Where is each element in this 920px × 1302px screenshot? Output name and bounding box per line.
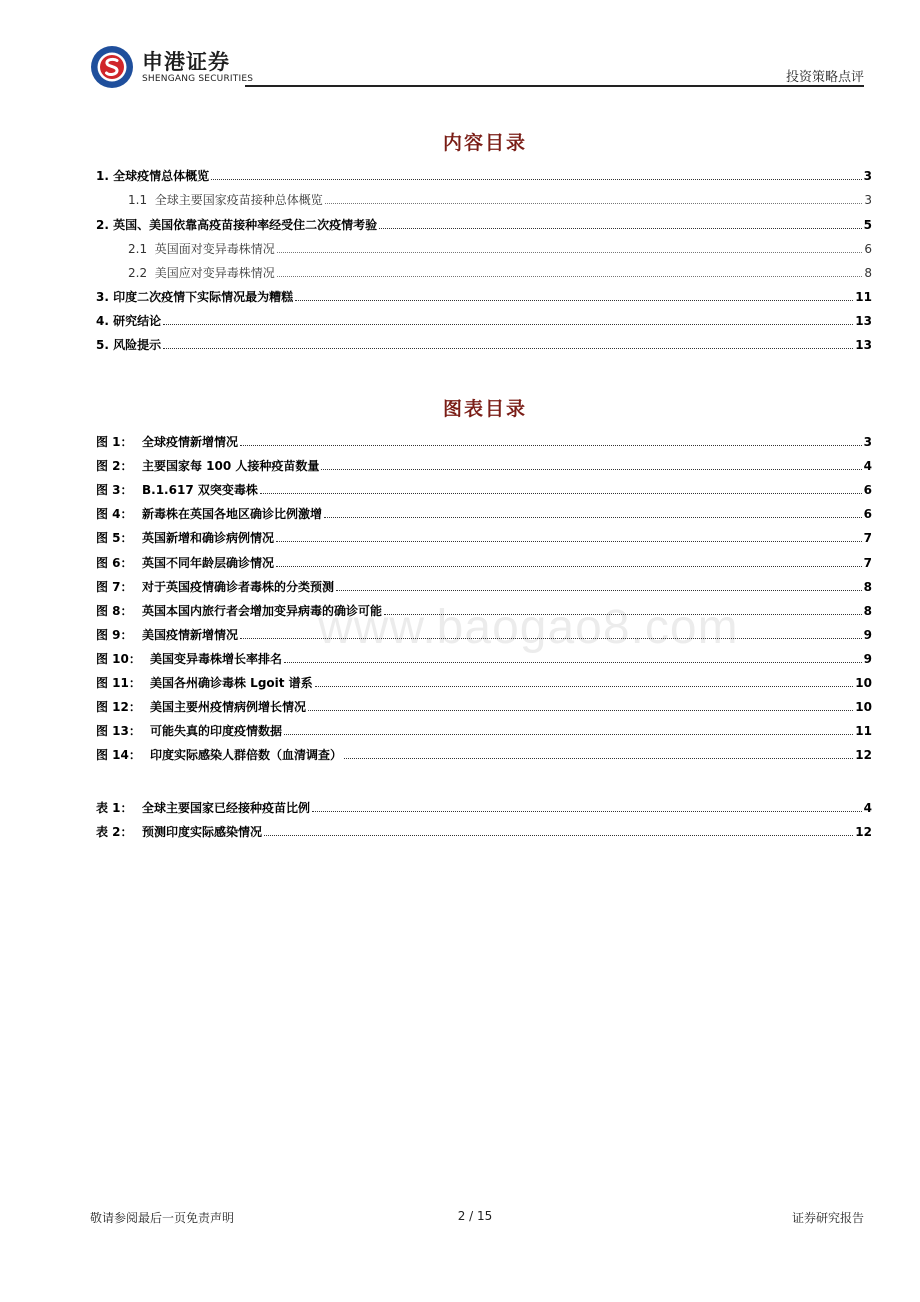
figure-label: 对于英国疫情确诊者毒株的分类预测 [142,580,335,594]
figure-page: 9 [863,652,872,666]
toc-page: 6 [864,242,872,256]
figure-number: 图 13： [96,724,141,738]
leader-dots [379,228,862,229]
toc-entry[interactable] [96,286,872,304]
figure-number: 图 5： [96,531,133,545]
figure-page: 6 [863,507,872,521]
figure-page: 10 [855,676,872,690]
figure-entry[interactable] [96,479,872,497]
toc-label: 美国应对变异毒株情况 [154,266,275,280]
contents-title: 内容目录 [442,132,527,154]
table-number: 表 2： [96,825,133,839]
figure-page: 9 [863,628,872,642]
toc-entry[interactable] [96,214,872,232]
toc-number: 5. [96,338,109,352]
report-type: 投资策略点评 [785,70,864,85]
figure-label: B.1.617 双突变毒株 [142,483,258,497]
toc-number: 2.2 [128,266,148,280]
toc-number: 4. [96,314,109,328]
figure-page: 4 [863,459,872,473]
figure-label: 英国新增和确诊病例情况 [142,531,275,545]
page-number: 2 / 15 [457,1209,493,1223]
leader-dots [344,758,853,759]
figure-page: 12 [855,748,872,762]
figure-entry[interactable] [96,744,872,762]
figure-page: 6 [863,483,872,497]
figure-number: 图 6： [96,556,133,570]
table-label: 全球主要国家已经接种疫苗比例 [142,801,311,815]
figure-entry[interactable] [96,576,872,594]
figure-number: 图 14： [96,748,141,762]
figure-page: 7 [863,531,872,545]
toc-label: 印度二次疫情下实际情况最为糟糕 [113,290,294,304]
figure-entry[interactable] [96,720,872,738]
leader-dots [264,835,853,836]
toc-label: 全球主要国家疫苗接种总体概览 [154,193,323,207]
figure-label: 全球疫情新增情况 [142,435,239,449]
leader-dots [336,590,862,591]
leader-dots [277,276,863,277]
figure-label: 美国各州确诊毒株 Lgoit 谱系 [150,676,313,690]
figures-title: 图表目录 [442,398,527,420]
toc-page: 3 [863,169,872,183]
leader-dots [240,445,862,446]
figure-page: 11 [855,724,872,738]
toc-entry[interactable] [128,262,872,280]
toc-label: 全球疫情总体概览 [113,169,210,183]
figure-label: 美国变异毒株增长率排名 [150,652,283,666]
leader-dots [312,811,862,812]
toc-number: 2. [96,218,109,232]
toc-page: 5 [863,218,872,232]
leader-dots [284,734,853,735]
watermark: www.baogao8.com [318,601,739,654]
figure-entry[interactable] [96,503,872,521]
leader-dots [308,710,853,711]
figure-entry[interactable] [96,552,872,570]
figure-number: 图 10： [96,652,141,666]
toc-label: 研究结论 [113,314,162,328]
footer-disclaimer: 敬请参阅最后一页免责声明 [90,1211,235,1225]
figure-number: 图 11： [96,676,141,690]
toc-page: 11 [855,290,872,304]
brand-name-en: SHENGANG SECURITIES [142,74,254,84]
toc-entry[interactable] [96,310,872,328]
figure-page: 7 [863,556,872,570]
table-entry[interactable] [96,821,872,839]
figure-label: 美国疫情新增情况 [142,628,239,642]
figure-entry[interactable] [96,672,872,690]
figure-label: 可能失真的印度疫情数据 [150,724,283,738]
footer-report-label: 证券研究报告 [791,1211,864,1225]
figure-page: 8 [863,604,872,618]
table-page: 12 [855,825,872,839]
toc-page: 8 [864,266,872,280]
table-label: 预测印度实际感染情况 [142,825,263,839]
toc-page: 3 [864,193,872,207]
toc-entry[interactable] [128,238,872,256]
toc-number: 1. [96,169,109,183]
figure-label: 英国不同年龄层确诊情况 [142,556,275,570]
figure-label: 美国主要州疫情病例增长情况 [150,700,307,714]
toc-page: 13 [855,314,872,328]
toc-page: 13 [855,338,872,352]
leader-dots [260,493,862,494]
leader-dots [324,517,862,518]
figure-page: 8 [863,580,872,594]
figure-label: 主要国家每 100 人接种疫苗数量 [142,459,320,473]
figure-page: 3 [863,435,872,449]
brand-name-cn: 申港证券 [142,50,230,74]
toc-number: 3. [96,290,109,304]
figure-number: 图 3： [96,483,133,497]
toc-entry[interactable] [96,334,872,352]
figure-page: 10 [855,700,872,714]
figure-label: 英国本国内旅行者会增加变异病毒的确诊可能 [142,604,383,618]
leader-dots [163,324,853,325]
leader-dots [276,566,862,567]
leader-dots [163,348,853,349]
figure-entry[interactable] [96,527,872,545]
leader-dots [211,179,862,180]
shengang-logo-icon [90,45,134,89]
toc-number: 1.1 [128,193,148,207]
figure-number: 图 4： [96,507,133,521]
table-entry[interactable] [96,797,872,815]
table-number: 表 1： [96,801,133,815]
figure-number: 图 2： [96,459,133,473]
toc-entry[interactable] [128,189,872,207]
leader-dots [276,541,862,542]
leader-dots [295,300,853,301]
leader-dots [277,252,863,253]
figure-label: 印度实际感染人群倍数（血清调查） [150,748,343,762]
figure-label: 新毒株在英国各地区确诊比例激增 [142,507,323,521]
leader-dots [284,662,862,663]
figure-number: 图 8： [96,604,133,618]
figure-number: 图 12： [96,700,141,714]
leader-dots [321,469,861,470]
toc-label: 风险提示 [113,338,162,352]
toc-number: 2.1 [128,242,148,256]
figure-entry[interactable] [96,696,872,714]
figure-number: 图 9： [96,628,133,642]
header-divider [245,85,864,87]
figure-number: 图 7： [96,580,133,594]
leader-dots [325,203,863,204]
figure-entry[interactable] [96,455,872,473]
toc-label: 英国面对变异毒株情况 [154,242,275,256]
table-page: 4 [863,801,872,815]
figure-number: 图 1： [96,435,133,449]
leader-dots [315,686,854,687]
page-header [0,0,920,100]
toc-entry[interactable] [96,165,872,183]
toc-label: 英国、美国依靠高疫苗接种率经受住二次疫情考验 [113,218,378,232]
figure-entry[interactable] [96,431,872,449]
